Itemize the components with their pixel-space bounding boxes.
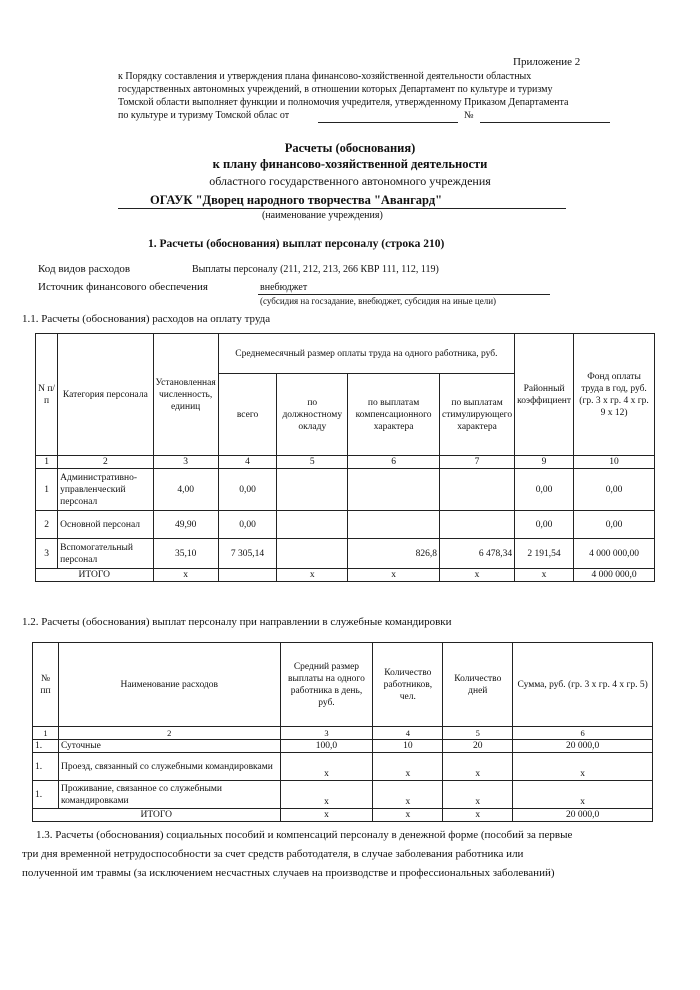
total-count: х	[153, 569, 218, 582]
total-fund: 4 000 000,0	[574, 569, 655, 582]
section-1-3-line-3: полученной им травмы (за исключением несчастных случаев на производстве и профессиональных заболеваний)	[22, 867, 555, 879]
header-total: всего	[218, 374, 277, 456]
column-number: 3	[153, 456, 218, 469]
header-average-pay: Среднемесячный размер оплаты труда на одного работника, руб.	[218, 334, 514, 374]
row-number: 1.	[33, 753, 59, 781]
organization-underline	[118, 208, 566, 209]
source-caption: (субсидия на госзадание, внебюджет, субсидия на иные цели)	[260, 296, 497, 306]
trip-header-name: Наименование расходов	[58, 643, 280, 727]
header-category: Категория персонала	[58, 334, 153, 456]
row-days: х	[443, 753, 513, 781]
source-underline	[258, 294, 550, 295]
trip-header-workers: Количество работников, чел.	[373, 643, 443, 727]
header-regional-coefficient: Районный коэффициент	[515, 334, 574, 456]
appendix-line-1: к Порядку составления и утверждения плана финансово-хозяйственной деятельности областных	[118, 71, 532, 82]
row-workers: х	[373, 753, 443, 781]
row-category: Основной персонал	[58, 511, 153, 539]
column-number: 9	[515, 456, 574, 469]
row-count: 4,00	[153, 469, 218, 511]
row-number: 1	[36, 469, 58, 511]
trip-header-number: № пп	[33, 643, 59, 727]
total-empty	[218, 569, 277, 582]
row-stimulating	[440, 469, 515, 511]
row-total: 0,00	[218, 469, 277, 511]
trip-header-average: Средний размер выплаты на одного работника в день, руб.	[280, 643, 373, 727]
row-stimulating: 6 478,34	[440, 539, 515, 569]
row-average: х	[280, 781, 373, 809]
section-1-1-title: 1.1. Расчеты (обоснования) расходов на оплату труда	[22, 313, 271, 325]
source-value: внебюджет	[260, 282, 308, 293]
table-row	[36, 511, 655, 539]
row-workers: 10	[373, 740, 443, 753]
header-count: Установленная численность, единиц	[153, 334, 218, 456]
trip-header-days: Количество дней	[443, 643, 513, 727]
row-sum: 20 000,0	[513, 740, 653, 753]
row-number: 1.	[33, 781, 59, 809]
row-category: Административно-управленческий персонал	[58, 469, 153, 511]
appendix-line-2: государственных автономных учреждений, в отношении которых Департамент по культуре и туризму	[118, 84, 553, 95]
column-number: 4	[373, 727, 443, 740]
total-regional: х	[515, 569, 574, 582]
column-number: 2	[58, 456, 153, 469]
section-1-3-line-2: три дня временной нетрудоспособности за счет средств работодателя, в случае заболевания работника или	[22, 848, 524, 860]
column-number: 3	[280, 727, 373, 740]
column-number: 5	[443, 727, 513, 740]
column-number: 6	[513, 727, 653, 740]
organization-name: ОГАУК "Дворец народного творчества "Авангард"	[150, 193, 443, 207]
row-compensation: 826,8	[348, 539, 440, 569]
appendix-line-4: по культуре и туризму Томской облас от	[118, 110, 290, 121]
row-stimulating	[440, 511, 515, 539]
row-average: х	[280, 753, 373, 781]
number-sign: №	[464, 110, 474, 121]
row-count: 49,90	[153, 511, 218, 539]
total-sum: 20 000,0	[513, 809, 653, 822]
table-row	[33, 781, 653, 809]
labor-costs-table	[35, 333, 655, 582]
header-compensation: по выплатам компенсационного характера	[348, 374, 440, 456]
row-sum: х	[513, 781, 653, 809]
appendix-line-3: Томской области выполняет функции и полномочия учредителя, утвержденному Приказом Департамента	[118, 97, 569, 108]
business-trip-table	[32, 642, 653, 822]
row-compensation	[348, 511, 440, 539]
row-fund: 0,00	[574, 469, 655, 511]
column-number: 5	[277, 456, 348, 469]
total-days: х	[443, 809, 513, 822]
source-label: Источник финансового обеспечения	[38, 281, 208, 293]
table-row	[36, 539, 655, 569]
total-label: ИТОГО	[36, 569, 154, 582]
row-number: 2	[36, 511, 58, 539]
row-count: 35,10	[153, 539, 218, 569]
row-sum: х	[513, 753, 653, 781]
row-compensation	[348, 469, 440, 511]
organization-caption: (наименование учреждения)	[262, 210, 383, 221]
heading-line-2: к плану финансово-хозяйственной деятельности	[212, 157, 488, 171]
table-row	[33, 753, 653, 781]
row-name: Проживание, связанное со служебными командировками	[58, 781, 280, 809]
table-row	[33, 740, 653, 753]
row-name: Суточные	[58, 740, 280, 753]
row-days: 20	[443, 740, 513, 753]
date-blank-line	[318, 122, 458, 123]
code-value: Выплаты персоналу (211, 212, 213, 266 КВР 111, 112, 119)	[192, 264, 439, 275]
total-row	[33, 809, 653, 822]
row-regional: 0,00	[515, 511, 574, 539]
row-fund: 4 000 000,00	[574, 539, 655, 569]
table-row	[36, 469, 655, 511]
appendix-title: Приложение 2	[513, 56, 581, 68]
section-1-3-line-1: 1.3. Расчеты (обоснования) социальных пособий и компенсаций персоналу в денежной форме (пособий за первые	[36, 829, 573, 841]
column-number: 10	[574, 456, 655, 469]
code-label: Код видов расходов	[38, 263, 131, 275]
row-total: 7 305,14	[218, 539, 277, 569]
row-workers: х	[373, 781, 443, 809]
heading-line-1: Расчеты (обоснования)	[284, 141, 416, 155]
total-salary: х	[277, 569, 348, 582]
row-average: 100,0	[280, 740, 373, 753]
number-blank-line	[480, 122, 610, 123]
column-number: 7	[440, 456, 515, 469]
total-workers: х	[373, 809, 443, 822]
header-salary: по должностному окладу	[277, 374, 348, 456]
heading-line-3: областного государственного автономного учреждения	[209, 174, 491, 188]
header-stimulating: по выплатам стимулирующего характера	[440, 374, 515, 456]
total-row	[36, 569, 655, 582]
section-1-2-title: 1.2. Расчеты (обоснования) выплат персоналу при направлении в служебные командировки	[22, 616, 452, 628]
row-salary	[277, 511, 348, 539]
total-stimulating: х	[440, 569, 515, 582]
row-fund: 0,00	[574, 511, 655, 539]
row-regional: 2 191,54	[515, 539, 574, 569]
row-total: 0,00	[218, 511, 277, 539]
column-number: 1	[36, 456, 58, 469]
header-annual-fund: Фонд оплаты труда в год, руб. (гр. 3 х гр. 4 х гр. 9 х 12)	[574, 334, 655, 456]
section-1-title: 1. Расчеты (обоснования) выплат персоналу (строка 210)	[148, 238, 445, 250]
row-category: Вспомогательный персонал	[58, 539, 153, 569]
total-average: х	[280, 809, 373, 822]
row-name: Проезд, связанный со служебными командировками	[58, 753, 280, 781]
total-label: ИТОГО	[33, 809, 281, 822]
column-number: 4	[218, 456, 277, 469]
row-number: 1.	[33, 740, 59, 753]
total-compensation: х	[348, 569, 440, 582]
column-number: 6	[348, 456, 440, 469]
row-regional: 0,00	[515, 469, 574, 511]
column-number: 2	[58, 727, 280, 740]
row-salary	[277, 539, 348, 569]
header-number: N п/п	[36, 334, 58, 456]
row-salary	[277, 469, 348, 511]
row-number: 3	[36, 539, 58, 569]
row-days: х	[443, 781, 513, 809]
column-number: 1	[33, 727, 59, 740]
trip-header-sum: Сумма, руб. (гр. 3 х гр. 4 х гр. 5)	[513, 643, 653, 727]
